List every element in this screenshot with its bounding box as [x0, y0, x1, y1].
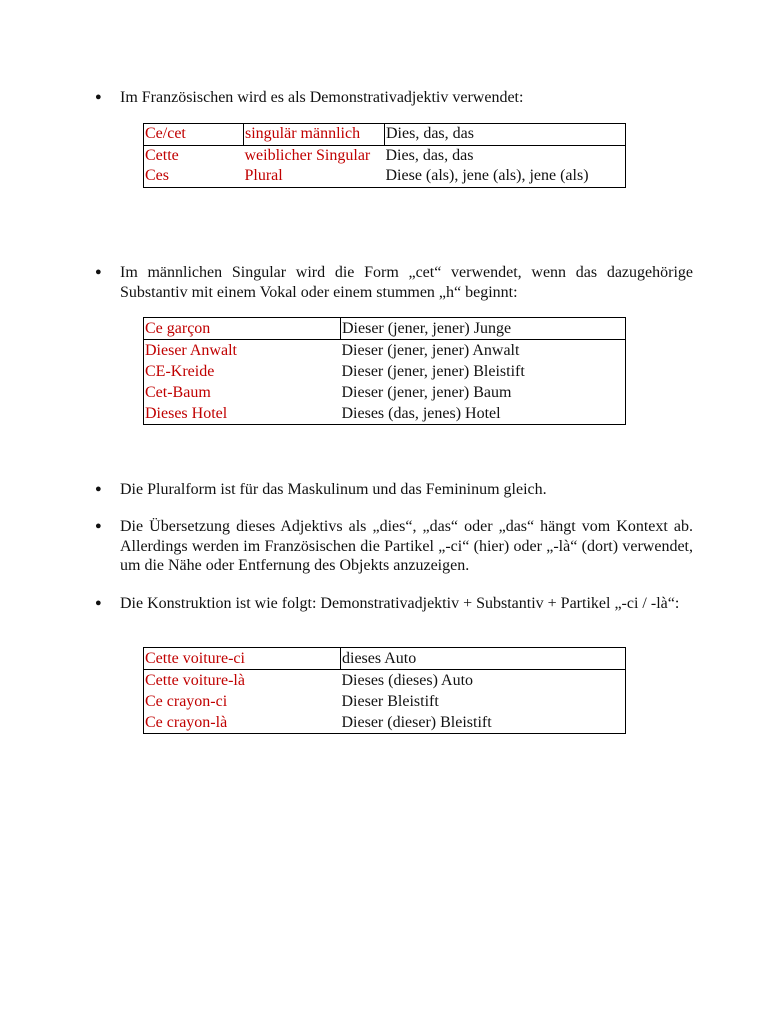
cet-examples-table	[143, 317, 626, 425]
table-cell: weiblicher Singular	[244, 146, 371, 164]
table-cell: Ce/cet	[144, 124, 244, 146]
table-row	[144, 145, 626, 166]
table-row	[144, 166, 626, 187]
bullet-dot-icon: ●	[95, 91, 102, 103]
bullet-dot-icon: ●	[95, 266, 102, 278]
bullet-item-1	[95, 88, 693, 108]
table-cell: Dieser Bleistift	[341, 693, 439, 710]
bullet-item-5	[95, 594, 693, 614]
table-cell: Cette voiture-là	[145, 672, 245, 689]
bullet-text: Die Pluralform ist für das Maskulinum und das Femininum gleich.	[120, 481, 547, 498]
table-cell: Dieser (jener, jener) Bleistift	[341, 363, 525, 380]
table-cell: Ces	[145, 167, 169, 184]
bullet-text: Im Französischen wird es als Demonstrativadjektiv verwendet:	[120, 89, 524, 106]
table-cell: Dieser (jener, jener) Baum	[341, 384, 512, 401]
table-cell: Ce garçon	[144, 318, 341, 340]
table-cell: Dies, das, das	[385, 146, 474, 164]
bullet-dot-icon: ●	[95, 520, 102, 532]
bullet-dot-icon: ●	[95, 483, 102, 495]
table-row	[144, 712, 626, 734]
table-row	[144, 648, 626, 670]
table-row	[144, 670, 626, 692]
bullet-item-3	[95, 480, 693, 500]
table-cell: Dieses (das, jenes) Hotel	[341, 405, 501, 422]
table-cell: Ce crayon-ci	[145, 693, 228, 710]
table-cell: dieses Auto	[341, 648, 626, 670]
bullet-item-2	[95, 263, 693, 302]
table-cell: Dieses (dieses) Auto	[341, 672, 474, 689]
table-row	[144, 691, 626, 712]
table-cell: CE-Kreide	[145, 363, 215, 380]
bullet-item-4	[95, 517, 693, 576]
table-row	[144, 361, 626, 382]
bullet-text: Die Konstruktion ist wie folgt: Demonstrativadjektiv + Substantiv + Partikel „-ci / -là“:	[120, 595, 680, 612]
table-cell: Dieser (dieser) Bleistift	[341, 714, 492, 731]
table-cell: Cette	[145, 146, 179, 164]
demonstrative-adjective-table	[143, 123, 626, 188]
table-cell: Cet-Baum	[145, 384, 211, 401]
bullet-text: Die Übersetzung dieses Adjektivs als „dies“, „das“ oder „das“ hängt vom Kontext ab. Allerdings werden im Französischen die Partikel „-ci“ (hier) oder „-là“ (dort) verwendet, um die Nähe oder Entfernung des Objekts anzuzeigen.	[120, 518, 693, 574]
particle-examples-table	[143, 647, 626, 734]
table-row	[144, 124, 626, 146]
table-row	[144, 382, 626, 403]
table-cell: Cette voiture-ci	[144, 648, 341, 670]
table-cell: Dieser Anwalt	[145, 342, 237, 359]
bullet-dot-icon: ●	[95, 597, 102, 609]
table-cell: Diese (als), jene (als), jene (als)	[385, 167, 589, 184]
table-cell: Dieser (jener, jener) Anwalt	[341, 342, 520, 359]
table-cell: Dieses Hotel	[145, 405, 228, 422]
table-row	[144, 318, 626, 340]
table-row	[144, 340, 626, 362]
table-cell: Dies, das, das	[385, 124, 626, 146]
table-cell: Dieser (jener, jener) Junge	[341, 318, 626, 340]
table-row	[144, 403, 626, 425]
table-cell: Ce crayon-là	[145, 714, 228, 731]
table-cell: Plural	[244, 167, 283, 184]
bullet-text: Im männlichen Singular wird die Form „cet“ verwendet, wenn das dazugehörige Substantiv mit einem Vokal oder einem stummen „h“ beginnt:	[120, 264, 693, 301]
table-cell: singulär männlich	[244, 124, 385, 146]
